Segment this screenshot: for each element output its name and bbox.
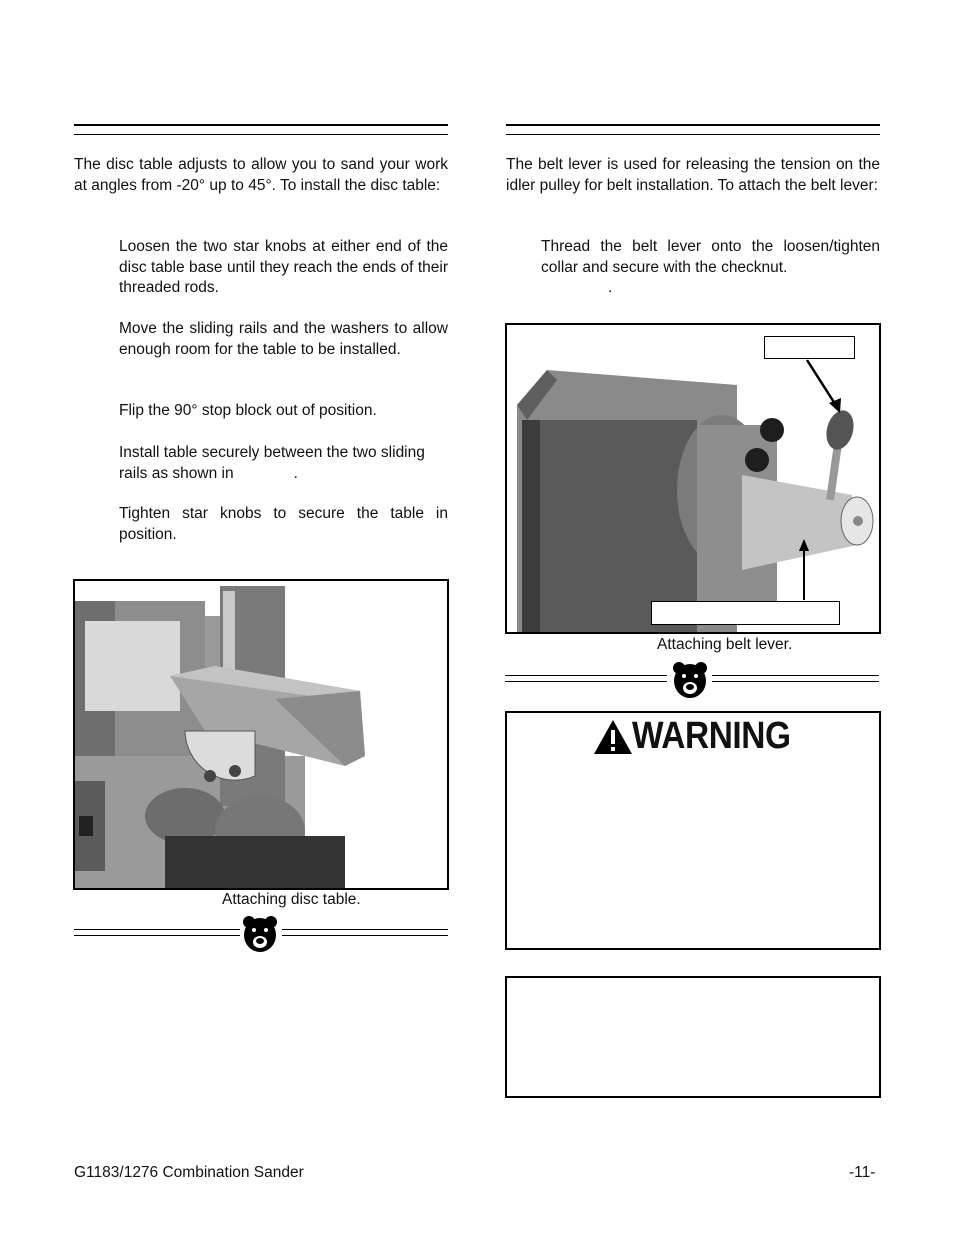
belt-lever-photo — [507, 325, 879, 632]
belt-lever-caption: Attaching belt lever. — [657, 636, 793, 653]
left-separator-left — [74, 929, 240, 936]
right-step-1-suffix: . — [608, 279, 613, 296]
warning-box — [505, 711, 881, 950]
left-step-4-text: Install table securely between the two sliding rails as shown in — [119, 444, 425, 482]
bear-logo-icon — [670, 660, 710, 705]
bear-logo-icon — [240, 914, 280, 959]
left-step-5: Tighten star knobs to secure the table in position. — [119, 505, 448, 543]
note-box — [505, 976, 881, 1098]
right-step-1: Thread the belt lever onto the loosen/tighten collar and secure with the checknut. — [541, 238, 880, 276]
left-intro-paragraph: The disc table adjusts to allow you to sand your work at angles from -20° up to 45°. To install the disc table: — [74, 156, 448, 194]
collar-label-box — [651, 601, 840, 625]
page-number: -11- — [849, 1164, 876, 1181]
warning-title: WARNING — [632, 715, 791, 757]
left-step-1: Loosen the two star knobs at either end of the disc table base until they reach the ends of their threaded rods. — [119, 238, 448, 296]
left-step-4 — [119, 443, 448, 484]
disc-table-caption: Attaching disc table. — [222, 891, 361, 908]
left-separator-right — [282, 929, 448, 936]
right-intro-paragraph: The belt lever is used for releasing the tension on the idler pulley for belt installation. To attach the belt lever: — [506, 156, 880, 194]
left-step-2: Move the sliding rails and the washers to allow enough room for the table to be installed. — [119, 320, 448, 358]
belt-lever-figure — [505, 323, 881, 634]
belt-lever-label-box — [764, 336, 855, 359]
right-separator-right — [712, 675, 879, 682]
left-section-rule — [74, 124, 448, 135]
right-section-rule — [506, 124, 880, 135]
left-step-4-suffix: . — [293, 464, 298, 482]
disc-table-figure — [73, 579, 449, 890]
warning-triangle-icon — [593, 719, 633, 755]
left-step-3: Flip the 90° stop block out of position. — [119, 402, 377, 419]
disc-table-photo — [75, 581, 447, 888]
right-separator-left — [505, 675, 667, 682]
footer-title: G1183/1276 Combination Sander — [74, 1164, 304, 1181]
